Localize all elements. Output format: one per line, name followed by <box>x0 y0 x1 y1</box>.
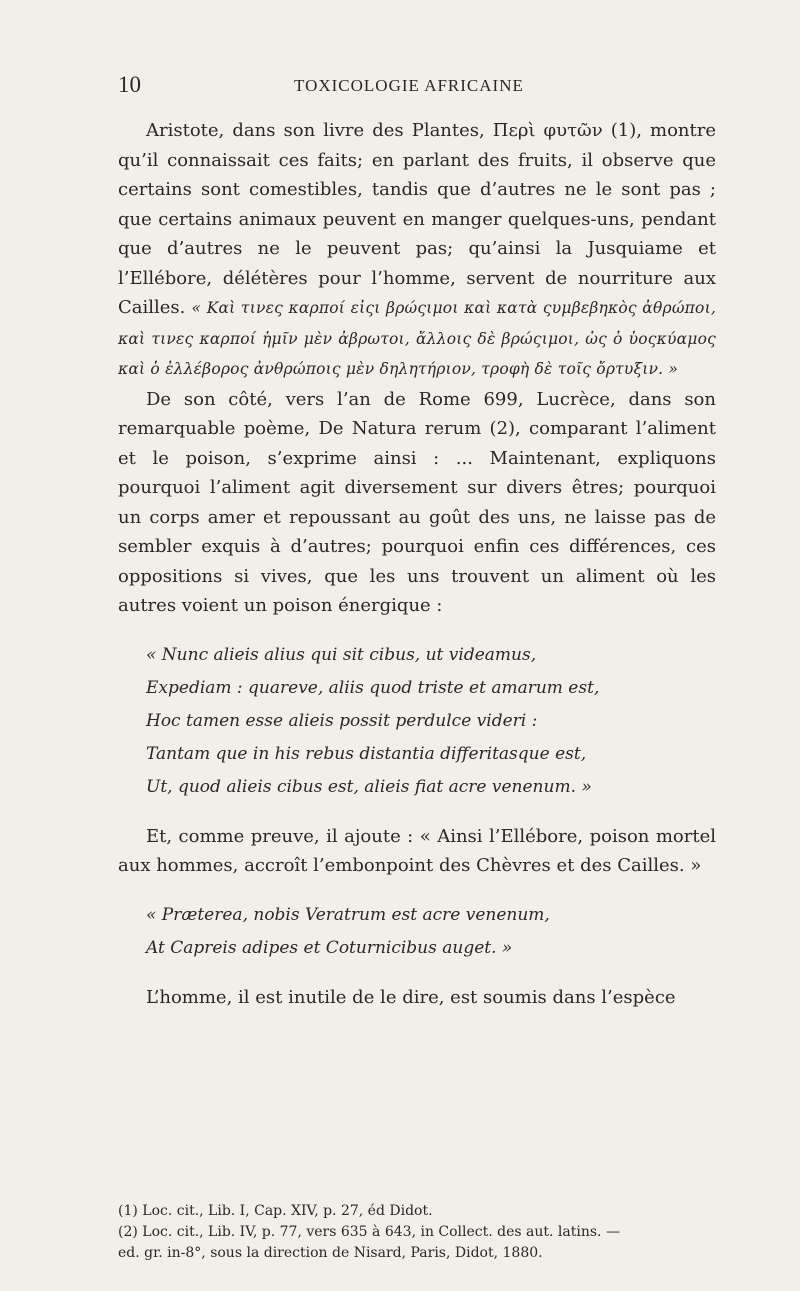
greek-quotation: « Καὶ τινες καρποί εἰςι βρώςιμοι καὶ κατὰ ςυμβεβηκὸς ἀθρώποι, καὶ τινες καρποί ἡμῖν μὲν ἀβρωτοι, ἄλλοις δὲ βρώςιμοι, ὡς ὁ ὑοςκύαμος καὶ ὁ ἐλλέβορος ἀνθρώποις μὲν δηλητήριον, τροφὴ δὲ τοῖς ὄρτυξιν. » <box>118 299 716 378</box>
verse-line: Tantam que in his rebus distantia differitasque est, <box>146 743 587 764</box>
footnotes <box>118 1201 718 1264</box>
page-header <box>118 72 718 104</box>
running-title: TOXICOLOGIE AFRICAINE <box>294 76 524 95</box>
paragraph-homme: L’homme, il est inutile de le dire, est soumis dans l’espèce <box>146 986 676 1008</box>
paragraph-lucrece: De son côté, vers l’an de Rome 699, Lucrèce, dans son remarquable poème, De Natura rerum (2), comparant l’aliment et le poison, s’exprime ainsi : ... Maintenant, expliquons pourquoi l’aliment agit diversement sur divers êtres; pourquoi un corps amer et repoussant au goût des uns, ne laisse pas de sembler exquis à d’autres; pourquoi enfin ces différences, ces oppositions si vives, que les uns trouvent un aliment où les autres voient un poison énergique : <box>118 388 716 616</box>
latin-quotation-2 <box>146 899 716 965</box>
footnote: (2) Loc. cit., Lib. IV, p. 77, vers 635 à 643, in Collect. des aut. latins. — <box>118 1224 620 1240</box>
footnote: (1) Loc. cit., Lib. I, Cap. XIV, p. 27, éd Didot. <box>118 1203 433 1219</box>
footnote: ed. gr. in-8°, sous la direction de Nisard, Paris, Didot, 1880. <box>118 1245 543 1261</box>
paragraph-preuve: Et, comme preuve, il ajoute : « Ainsi l’Ellébore, poison mortel aux hommes, accroît l’embonpoint des Chèvres et des Cailles. » <box>118 825 716 876</box>
paragraph-aristote <box>118 116 716 385</box>
verse-line: Ut, quod alieis cibus est, alieis fiat acre venenum. » <box>146 776 592 797</box>
verse-line: « Præterea, nobis Veratrum est acre venenum, <box>146 904 550 925</box>
latin-quotation-1 <box>146 639 716 804</box>
verse-line: At Capreis adipes et Coturnicibus auget. » <box>146 937 513 958</box>
page-number: 10 <box>118 72 141 97</box>
verse-line: Expediam : quareve, aliis quod triste et amarum est, <box>146 677 600 698</box>
page-body <box>118 116 716 1012</box>
paragraph-aristote-text: Aristote, dans son livre des Plantes, Περὶ φυτῶν (1), montre qu’il connaissait ces faits; en parlant des fruits, il observe que certains sont comestibles, tandis que d’autres ne le sont pas ; que certains animaux peuvent en manger quelques-uns, pendant que d’autres ne le peuvent pas; qu’ainsi la Jusquiame et l’Ellébore, délétères pour l’homme, servent de nourriture aux Cailles. <box>118 120 716 318</box>
verse-line: « Nunc alieis alius qui sit cibus, ut videamus, <box>146 644 537 665</box>
verse-line: Hoc tamen esse alieis possit perdulce videri : <box>146 710 538 731</box>
